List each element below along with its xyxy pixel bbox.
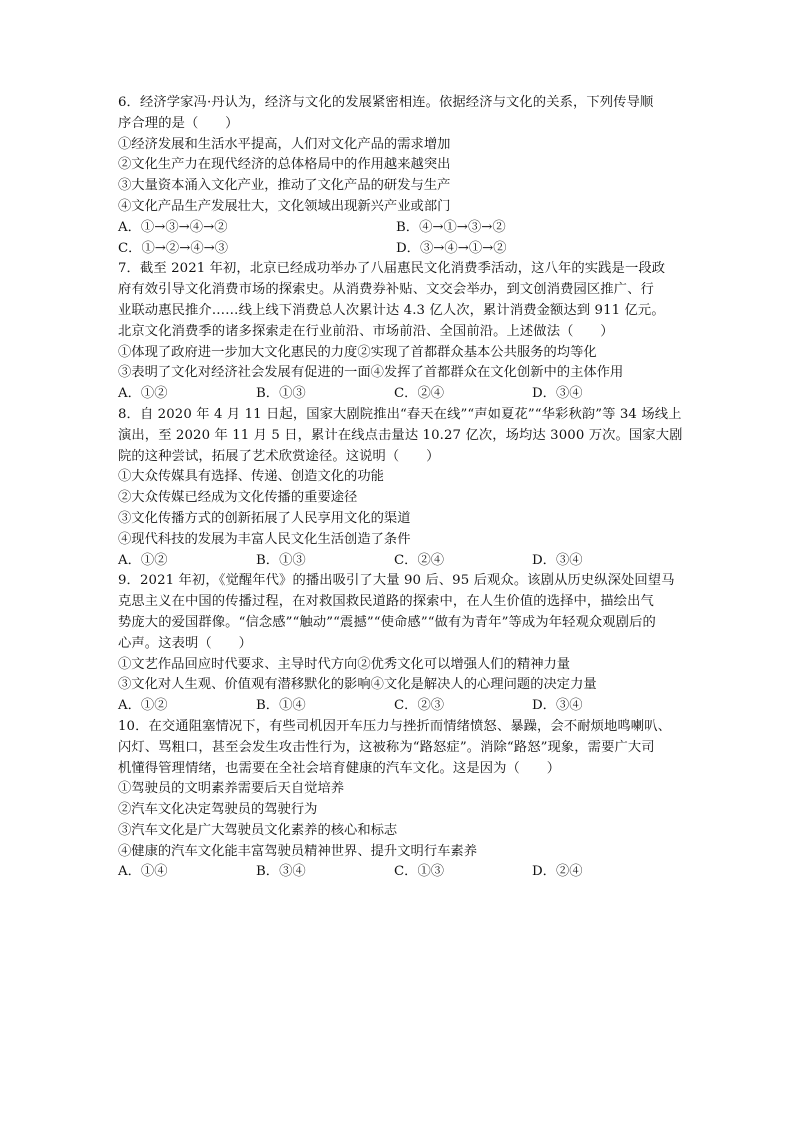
option-d: D．②④ bbox=[532, 864, 583, 880]
question-10 bbox=[118, 717, 688, 883]
question-stem-line: 6．经济学家冯·丹认为，经济与文化的发展紧密相连。依据经济与文化的关系，下列传导顺 bbox=[118, 95, 654, 110]
question-6 bbox=[118, 93, 688, 259]
statement-pair bbox=[118, 343, 688, 364]
question-stem-line: 9．2021 年初，《觉醒年代》的播出吸引了大量 90 后、95 后观众。该剧从历史纵深处回望马 bbox=[118, 573, 675, 589]
statement: ④文化产品生产发展壮大，文化领域出现新兴产业或部门 bbox=[118, 198, 451, 214]
option-b: B．①③ bbox=[256, 386, 306, 402]
option-d: D．③④ bbox=[532, 698, 583, 714]
statement: ④发挥了首都群众在文化创新中的主体作用 bbox=[370, 365, 624, 381]
option-d: D．③→④→①→② bbox=[396, 240, 507, 256]
option-b: B．③④ bbox=[256, 864, 306, 880]
statement-pair bbox=[118, 655, 688, 676]
statement: ②汽车文化决定驾驶员的驾驶行为 bbox=[118, 802, 318, 818]
statement-pair bbox=[118, 363, 688, 384]
options-row bbox=[118, 551, 688, 572]
question-stem-line: 府有效引导文化消费市场的探索史。从消费券补贴、文交会举办，到文创消费园区推广、行 bbox=[118, 282, 654, 298]
options-row bbox=[118, 696, 688, 717]
option-a: A．①② bbox=[118, 698, 168, 714]
options-row bbox=[118, 239, 688, 260]
statement-pair bbox=[118, 675, 688, 696]
statement: ③表明了文化对经济社会发展有促进的一面 bbox=[118, 365, 371, 381]
exam-page bbox=[118, 93, 688, 883]
question-stem-line: 8．自 2020 年 4 月 11 日起，国家大剧院推出“春天在线”“声如夏花”“华彩秋韵”等 34 场线上 bbox=[118, 406, 682, 422]
statement: ①大众传媒具有选择、传递、创造文化的功能 bbox=[118, 469, 384, 485]
question-stem-line: 心声。这表明（ ） bbox=[118, 635, 252, 651]
question-8 bbox=[118, 405, 688, 571]
option-c: C．②④ bbox=[394, 552, 445, 568]
statement: ③文化对人生观、价值观有潜移默化的影响 bbox=[118, 677, 371, 693]
question-stem-line: 业联动惠民推介……线上线下消费总人次累计达 4.3 亿人次，累计消费金额达到 911 亿元。 bbox=[118, 302, 665, 318]
question-stem-line: 机懂得管理情绪，也需要在全社会培育健康的汽车文化。这是因为（ ） bbox=[118, 760, 561, 776]
statement: ①体现了政府进一步加大文化惠民的力度 bbox=[118, 344, 358, 360]
statement: ②实现了首都群众基本公共服务的均等化 bbox=[357, 344, 597, 360]
question-stem-line: 演出，至 2020 年 11 月 5 日，累计在线点击量达 10.27 亿次，场均达 3000 万次。国家大剧 bbox=[118, 427, 683, 443]
question-7 bbox=[118, 259, 688, 405]
statement: ④文化是解决人的心理问题的决定力量 bbox=[370, 677, 597, 693]
option-d: D．③④ bbox=[532, 552, 583, 568]
statement: ②大众传媒已经成为文化传播的重要途径 bbox=[118, 490, 358, 506]
statement: ①文艺作品回应时代要求、主导时代方向 bbox=[118, 656, 358, 672]
question-stem-line: 闪灯、骂粗口，甚至会发生攻击性行为，这被称为“路怒症”。消除“路怒”现象，需要广大司 bbox=[118, 739, 655, 755]
option-a: A．①② bbox=[118, 552, 168, 568]
statement: ③大量资本涌入文化产业，推动了文化产品的研发与生产 bbox=[118, 178, 451, 194]
question-stem-line: 7．截至 2021 年初，北京已经成功举办了八届惠民文化消费季活动，这八年的实践是一段政 bbox=[118, 261, 666, 277]
option-c: C．①→②→④→③ bbox=[118, 240, 229, 256]
option-a: A．①④ bbox=[118, 864, 168, 880]
options-row bbox=[118, 218, 688, 239]
options-row bbox=[118, 862, 688, 883]
question-9 bbox=[118, 571, 688, 717]
statement: ②文化生产力在现代经济的总体格局中的作用越来越突出 bbox=[118, 157, 451, 173]
options-row bbox=[118, 384, 688, 405]
option-d: D．③④ bbox=[532, 386, 583, 402]
statement: ①驾驶员的文明素养需要后天自觉培养 bbox=[118, 781, 345, 797]
option-b: B．①④ bbox=[256, 698, 306, 714]
option-c: C．①③ bbox=[394, 864, 445, 880]
question-stem-line: 势庞大的爱国群像。“信念感”“触动”“震撼”“使命感”“做有为青年”等成为年轻观众观剧后的 bbox=[118, 614, 656, 630]
option-c: C．②③ bbox=[394, 698, 445, 714]
statement: ③汽车文化是广大驾驶员文化素养的核心和标志 bbox=[118, 822, 398, 838]
option-c: C．②④ bbox=[394, 386, 445, 402]
option-b: B．①③ bbox=[256, 552, 306, 568]
statement: ②优秀文化可以增强人们的精神力量 bbox=[357, 656, 571, 672]
option-a: A．①② bbox=[118, 386, 168, 402]
statement: ④现代科技的发展为丰富人民文化生活创造了条件 bbox=[118, 531, 411, 547]
option-b: B．④→①→③→② bbox=[396, 219, 506, 235]
question-stem-line: 院的这种尝试，拓展了艺术欣赏途径。这说明（ ） bbox=[118, 448, 440, 464]
statement: ④健康的汽车文化能丰富驾驶员精神世界、提升文明行车素养 bbox=[118, 843, 478, 859]
question-stem-line: 克思主义在中国的传播过程，在对救国救民道路的探索中，在人生价值的选择中，描绘出气 bbox=[118, 594, 654, 610]
question-stem-line: 10．在交通阻塞情况下，有些司机因开车压力与挫折而情绪愤怒、暴躁，会不耐烦地鸣喇叭、 bbox=[118, 718, 671, 734]
question-stem-line: 序合理的是（ ） bbox=[118, 115, 239, 131]
question-stem-line: 北京文化消费季的诸多探索走在行业前沿、市场前沿、全国前沿。上述做法（ ） bbox=[118, 323, 614, 339]
option-a: A．①→③→④→② bbox=[118, 219, 228, 235]
statement: ③文化传播方式的创新拓展了人民享用文化的渠道 bbox=[118, 510, 411, 526]
statement: ①经济发展和生活水平提高，人们对文化产品的需求增加 bbox=[118, 136, 451, 152]
